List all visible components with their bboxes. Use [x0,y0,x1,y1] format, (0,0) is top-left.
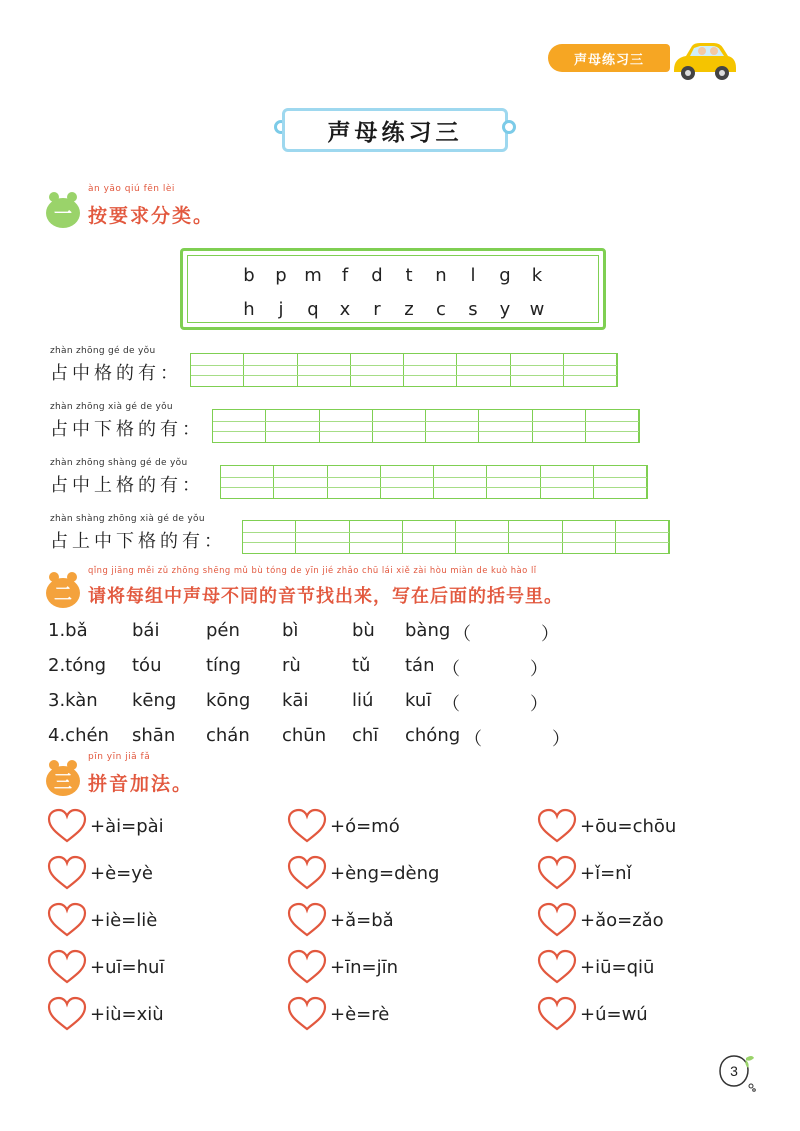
answer-parentheses[interactable]: （ ） [464,729,570,750]
heart-blank-icon[interactable] [46,855,88,891]
syllable: chūn [282,725,327,746]
letter-w: w [529,299,545,320]
heart-blank-icon[interactable] [46,996,88,1032]
heart-blank-icon[interactable] [46,902,88,938]
question-3: zhàn zhōng shàng gé de yǒu 占中上格的有： [50,458,204,496]
pinyin-equation: +ó=mó [286,808,400,844]
pinyin-equation: +ǎ=bǎ [286,902,394,938]
pinyin-equation: +ǐ=nǐ [536,855,632,891]
section1-header [46,184,215,228]
page-title: 声母练习三 [282,108,508,152]
syllable: chóng [405,725,461,746]
heart-blank-icon[interactable] [536,949,578,985]
section3-header [46,752,194,796]
syllable: kēng [132,690,177,711]
answer-parentheses[interactable]: （ ） [453,624,559,645]
pinyin-equation: +è=yè [46,855,153,891]
pinyin-equation: +ài=pài [46,808,164,844]
title-dot-right [502,120,516,134]
pinyin-equation: +iù=xiù [46,996,164,1032]
letter-row-1 [183,265,603,286]
heart-blank-icon[interactable] [46,808,88,844]
letter-r: r [373,299,381,320]
pinyin-equation: +iè=liè [46,902,157,938]
section2-header [46,565,563,608]
writing-grid-4[interactable] [242,520,670,554]
pinyin-equation: +ú=wú [536,996,648,1032]
tiger-badge-icon: 二 [46,578,80,608]
section3-title: 拼音加法。 [88,773,194,795]
letter-m: m [304,265,322,286]
writing-grid-2[interactable] [212,409,640,443]
pinyin-equation: +iū=qiū [536,949,654,985]
syllable: bù [352,620,375,641]
section1-title: 按要求分类。 [88,205,215,227]
pinyin-equation: +īn=jīn [286,949,398,985]
heart-blank-icon[interactable] [286,949,328,985]
syllable: tóu [132,655,162,676]
syllable: 1.bǎ [48,620,88,641]
syllable: 3.kàn [48,690,98,711]
letter-n: n [435,265,447,286]
syllable: tíng [206,655,241,676]
letter-t: t [405,265,413,286]
heart-blank-icon[interactable] [286,996,328,1032]
letter-p: p [275,265,287,286]
heart-blank-icon[interactable] [286,808,328,844]
syllable: shān [132,725,176,746]
letter-s: s [468,299,478,320]
syllable: bái [132,620,160,641]
syllable: bì [282,620,299,641]
letter-l: l [470,265,476,286]
question-1: zhàn zhōng gé de yǒu 占中格的有： [50,346,182,384]
corner-tag: 声母练习三 [548,44,670,72]
letter-k: k [531,265,543,286]
car-icon [668,40,738,84]
heart-blank-icon[interactable] [286,902,328,938]
answer-parentheses[interactable]: （ ） [442,694,548,715]
heart-blank-icon[interactable] [536,902,578,938]
letter-b: b [243,265,255,286]
letter-x: x [339,299,351,320]
heart-blank-icon[interactable] [46,949,88,985]
letter-d: d [371,265,383,286]
letter-f: f [341,265,349,286]
letter-j: j [278,299,284,320]
heart-blank-icon[interactable] [536,855,578,891]
syllable: kuī [405,690,432,711]
heart-blank-icon[interactable] [536,808,578,844]
svg-text:3: 3 [730,1063,738,1079]
page-number [712,1052,756,1092]
letter-c: c [436,299,446,320]
syllable: kāi [282,690,309,711]
pinyin-equation: +èng=dèng [286,855,439,891]
letter-box [180,248,606,330]
heart-blank-icon[interactable] [286,855,328,891]
syllable: liú [352,690,374,711]
section2-title: 请将每组中声母不同的音节找出来，写在后面的括号里。 [88,586,563,607]
pinyin-equation: +uī=huī [46,949,164,985]
section3-pinyin: pīn yīn jiā fǎ [88,752,151,762]
writing-grid-3[interactable] [220,465,648,499]
heart-blank-icon[interactable] [536,996,578,1032]
letter-q: q [307,299,319,320]
syllable: tán [405,655,435,676]
syllable: 4.chén [48,725,109,746]
syllable: tǔ [352,655,371,676]
section1-pinyin: àn yāo qiú fēn lèi [88,184,175,194]
question-2: zhàn zhōng xià gé de yǒu 占中下格的有： [50,402,204,440]
deer-badge-icon: 三 [46,766,80,796]
syllable: rù [282,655,301,676]
section2-pinyin: qǐng jiāng měi zǔ zhōng shēng mǔ bù tóng de yīn jié zhǎo chū lái xiě zài hòu miàn de kuò hào lǐ [88,565,537,575]
letter-y: y [499,299,511,320]
answer-parentheses[interactable]: （ ） [442,659,548,680]
pinyin-equation: +è=rè [286,996,389,1032]
syllable: pén [206,620,240,641]
question-4: zhàn shàng zhōng xià gé de yǒu 占上中下格的有： [50,514,226,552]
letter-z: z [404,299,414,320]
syllable: kōng [206,690,251,711]
pinyin-equation: +ǎo=zǎo [536,902,664,938]
syllable: 2.tóng [48,655,107,676]
frog-badge-icon: 一 [46,198,80,228]
syllable: chán [206,725,250,746]
letter-row-2 [183,299,603,320]
writing-grid-1[interactable] [190,353,618,387]
pinyin-equation: +ōu=chōu [536,808,676,844]
syllable: chī [352,725,379,746]
letter-h: h [243,299,255,320]
syllable: bàng [405,620,451,641]
letter-g: g [499,265,511,286]
